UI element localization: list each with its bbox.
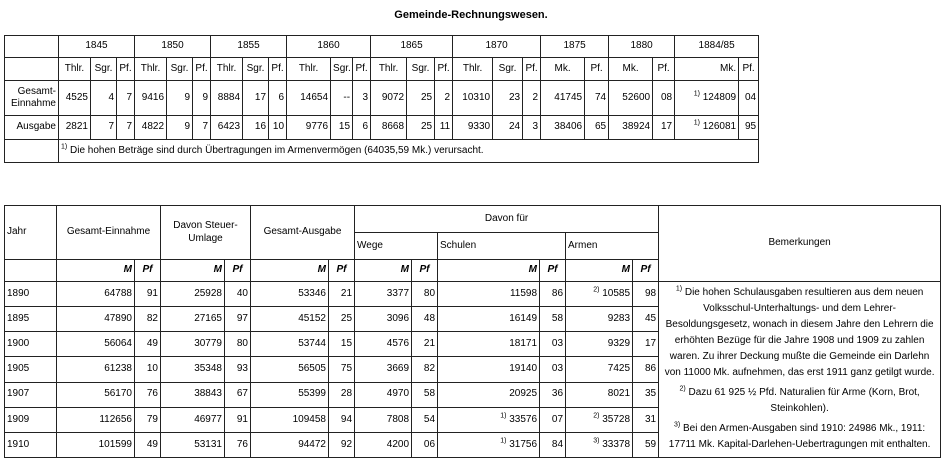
cell-value: 16149: [509, 312, 538, 324]
ausgabe-pf: 25: [329, 307, 355, 332]
cell-value: 11598: [509, 287, 538, 299]
cell: 65: [585, 116, 609, 140]
cell: 7: [117, 116, 135, 140]
unit-header: Thlr.: [371, 58, 407, 81]
einnahme-pf: 49: [135, 432, 161, 457]
cell: 3: [523, 116, 541, 140]
footnote-mark: 2): [593, 286, 600, 294]
footnote-mark: 3): [593, 437, 600, 445]
header-umlage: Davon Steuer-Umlage: [161, 206, 251, 260]
unit-header: Pf.: [435, 58, 453, 81]
cell: 23: [493, 81, 523, 116]
einnahme-m: 101599: [57, 432, 135, 457]
einnahme-m: 56170: [57, 382, 135, 407]
cell: 9072: [371, 81, 407, 116]
unit-header: Sgr.: [243, 58, 269, 81]
remarks-cell: [659, 282, 941, 458]
cell: 2: [523, 81, 541, 116]
table-row: [5, 81, 759, 116]
cell-value: 7425: [607, 363, 631, 375]
schulen-m: [438, 357, 540, 382]
unit-header: Pf.: [739, 58, 759, 81]
unit-header: Pf.: [269, 58, 287, 81]
wege-m: 4576: [355, 332, 412, 357]
cell: 6: [269, 81, 287, 116]
row-label: Gesamt-Einnahme: [5, 81, 59, 116]
revenue-table-1890-1910: [4, 205, 941, 458]
year-cell: 1907: [5, 382, 57, 407]
ausgabe-m: 94472: [251, 432, 329, 457]
footnote-mark: 1): [61, 143, 68, 151]
cell-value: 33576: [509, 413, 538, 425]
wege-m: 3377: [355, 282, 412, 307]
cell: 95: [739, 116, 759, 140]
umlage-m: 35348: [161, 357, 225, 382]
ausgabe-pf: 92: [329, 432, 355, 457]
umlage-pf: 97: [225, 307, 251, 332]
cell: 25: [407, 81, 435, 116]
cell: 52600: [609, 81, 653, 116]
umlage-m: 38843: [161, 382, 225, 407]
year-header: 1880: [609, 36, 675, 58]
cell: 2821: [59, 116, 91, 140]
year-cell: 1895: [5, 307, 57, 332]
wege-m: 4970: [355, 382, 412, 407]
umlage-m: 25928: [161, 282, 225, 307]
corner-cell: [5, 140, 59, 163]
armen-pf: 59: [633, 432, 659, 457]
footnote-mark: 1): [693, 90, 700, 98]
footnote-mark: 1): [500, 412, 507, 420]
cell: 8668: [371, 116, 407, 140]
einnahme-pf: 91: [135, 282, 161, 307]
year-header: 1860: [287, 36, 371, 58]
unit-header: Sgr.: [91, 58, 117, 81]
armen-pf: 17: [633, 332, 659, 357]
wege-pf: 82: [412, 357, 438, 382]
wege-pf: 48: [412, 307, 438, 332]
header-bemerkungen: Bemerkungen: [659, 206, 941, 282]
ausgabe-pf: 21: [329, 282, 355, 307]
unit-header: M: [57, 260, 135, 282]
unit-header-row: [5, 58, 759, 81]
wege-pf: 06: [412, 432, 438, 457]
schulen-pf: 07: [540, 407, 566, 432]
cell-value: 126081: [702, 121, 737, 133]
cell-value: 9283: [607, 312, 631, 324]
ausgabe-m: 109458: [251, 407, 329, 432]
wege-m: 4200: [355, 432, 412, 457]
schulen-pf: 03: [540, 332, 566, 357]
unit-header: M: [355, 260, 412, 282]
header-davon-fuer: Davon für: [355, 206, 659, 233]
cell: 9: [193, 81, 211, 116]
cell-value: 124809: [702, 91, 737, 103]
corner-cell: [5, 58, 59, 81]
page-title: Gemeinde-Rechnungswesen.: [394, 9, 548, 21]
cell: 8884: [211, 81, 243, 116]
cell: 9776: [287, 116, 331, 140]
year-header-row: [5, 36, 759, 58]
cell-value: 18171: [509, 338, 538, 350]
wege-m: 3669: [355, 357, 412, 382]
year-cell: 1905: [5, 357, 57, 382]
einnahme-m: 47890: [57, 307, 135, 332]
unit-header: M: [438, 260, 540, 282]
ausgabe-pf: 94: [329, 407, 355, 432]
unit-header: Pf.: [117, 58, 135, 81]
schulen-pf: 58: [540, 307, 566, 332]
unit-header: Pf: [633, 260, 659, 282]
cell-value: 8021: [607, 388, 631, 400]
cell: 41745: [541, 81, 585, 116]
einnahme-m: 64788: [57, 282, 135, 307]
wege-m: 7808: [355, 407, 412, 432]
einnahme-pf: 76: [135, 382, 161, 407]
header-armen: Armen: [566, 233, 659, 260]
year-header: 1845: [59, 36, 135, 58]
remark: [663, 421, 936, 453]
header-jahr: Jahr: [5, 206, 57, 260]
footnote-row: [5, 140, 759, 163]
cell: 7: [193, 116, 211, 140]
unit-header: Pf.: [353, 58, 371, 81]
cell: 11: [435, 116, 453, 140]
unit-header: Sgr.: [331, 58, 353, 81]
unit-header: Pf: [329, 260, 355, 282]
cell-value: 31756: [509, 438, 538, 450]
cell: 17: [243, 81, 269, 116]
cell: 14654: [287, 81, 331, 116]
umlage-m: 53131: [161, 432, 225, 457]
row-label: Ausgabe: [5, 116, 59, 140]
unit-header: Thlr.: [211, 58, 243, 81]
footnote-mark: 1): [500, 437, 507, 445]
armen-pf: 45: [633, 307, 659, 332]
year-cell: 1909: [5, 407, 57, 432]
wege-pf: 21: [412, 332, 438, 357]
unit-header: Pf: [412, 260, 438, 282]
umlage-pf: 93: [225, 357, 251, 382]
schulen-m: [438, 332, 540, 357]
cell: 25: [407, 116, 435, 140]
cell-value: 19140: [509, 363, 538, 375]
umlage-pf: 67: [225, 382, 251, 407]
cell: 4: [91, 81, 117, 116]
unit-header: Sgr.: [167, 58, 193, 81]
schulen-pf: 03: [540, 357, 566, 382]
einnahme-m: 112656: [57, 407, 135, 432]
umlage-m: 46977: [161, 407, 225, 432]
cell: 74: [585, 81, 609, 116]
remark: [663, 385, 936, 417]
cell-value: 33378: [602, 438, 631, 450]
footnote: [59, 140, 759, 163]
schulen-m: [438, 307, 540, 332]
unit-header: Pf: [135, 260, 161, 282]
ausgabe-m: 53744: [251, 332, 329, 357]
corner-cell: [5, 260, 57, 282]
wege-m: 3096: [355, 307, 412, 332]
cell: 16: [243, 116, 269, 140]
footnote-mark: 1): [675, 285, 683, 293]
wege-pf: 80: [412, 282, 438, 307]
armen-m: [566, 407, 633, 432]
header-schulen: Schulen: [438, 233, 566, 260]
year-header: 1870: [453, 36, 541, 58]
umlage-pf: 91: [225, 407, 251, 432]
cell: 38924: [609, 116, 653, 140]
ausgabe-pf: 28: [329, 382, 355, 407]
schulen-pf: 84: [540, 432, 566, 457]
cell: 38406: [541, 116, 585, 140]
umlage-m: 30779: [161, 332, 225, 357]
cell: [675, 81, 739, 116]
cell: 24: [493, 116, 523, 140]
footnote-mark: 1): [693, 119, 700, 127]
unit-header: Pf.: [653, 58, 675, 81]
cell: 9: [167, 81, 193, 116]
ausgabe-pf: 75: [329, 357, 355, 382]
remark-text: Dazu 61 925 ½ Pfd. Naturalien für Arme (Korn, Brot, Steinkohlen).: [688, 387, 920, 414]
ausgabe-m: 53346: [251, 282, 329, 307]
remark-text: Die hohen Schulausgaben resultieren aus dem neuen Volksschul-Unterhaltungs- und dem Lehrer-Besoldungsgesetz, wonach in diesem Jahre den Lehrern die erhöhten Bezüge für die Jahre 1908 und 1909 zu zahlen waren. Zu ihrer Deckung mußte die Gemeinde ein Darlehn von 11000 Mk. aufnehmen, das erst 1911 ganz getilgt wurde.: [664, 287, 935, 378]
cell: 4525: [59, 81, 91, 116]
unit-header: Pf.: [193, 58, 211, 81]
umlage-pf: 40: [225, 282, 251, 307]
unit-header: M: [161, 260, 225, 282]
einnahme-pf: 82: [135, 307, 161, 332]
armen-pf: 98: [633, 282, 659, 307]
schulen-m: [438, 282, 540, 307]
cell: 4822: [135, 116, 167, 140]
unit-header: M: [251, 260, 329, 282]
year-cell: 1900: [5, 332, 57, 357]
cell: [675, 116, 739, 140]
cell: 7: [91, 116, 117, 140]
corner-cell: [5, 36, 59, 58]
cell: 7: [117, 81, 135, 116]
ausgabe-m: 56505: [251, 357, 329, 382]
cell: 04: [739, 81, 759, 116]
umlage-pf: 80: [225, 332, 251, 357]
footnote-text: Die hohen Beträge sind durch Übertragungen im Armenvermögen (64035,59 Mk.) verursacht.: [70, 144, 484, 156]
unit-header: Thlr.: [453, 58, 493, 81]
year-cell: 1890: [5, 282, 57, 307]
armen-m: [566, 382, 633, 407]
einnahme-pf: 79: [135, 407, 161, 432]
cell: 10: [269, 116, 287, 140]
einnahme-m: 61238: [57, 357, 135, 382]
cell-value: 20925: [509, 388, 538, 400]
armen-m: [566, 307, 633, 332]
cell: 15: [331, 116, 353, 140]
footnote-mark: 3): [673, 421, 681, 429]
cell: 6423: [211, 116, 243, 140]
armen-pf: 86: [633, 357, 659, 382]
ausgabe-m: 45152: [251, 307, 329, 332]
cell: 17: [653, 116, 675, 140]
ausgabe-pf: 15: [329, 332, 355, 357]
cell: 08: [653, 81, 675, 116]
schulen-pf: 36: [540, 382, 566, 407]
schulen-m: [438, 432, 540, 457]
cell: 9330: [453, 116, 493, 140]
armen-m: [566, 332, 633, 357]
cell: 9416: [135, 81, 167, 116]
armen-pf: 35: [633, 382, 659, 407]
unit-header: Mk.: [675, 58, 739, 81]
remark-text: Bei den Armen-Ausgaben sind 1910: 24986 Mk., 1911: 17711 Mk. Kapital-Darlehen-Uebertragungen mit enthalten.: [668, 423, 931, 450]
wege-pf: 58: [412, 382, 438, 407]
footnote-mark: 2): [593, 412, 600, 420]
year-cell: 1910: [5, 432, 57, 457]
unit-header: Sgr.: [407, 58, 435, 81]
cell: 2: [435, 81, 453, 116]
year-header: 1865: [371, 36, 453, 58]
armen-m: [566, 357, 633, 382]
armen-m: [566, 432, 633, 457]
header-wege: Wege: [355, 233, 438, 260]
cell-value: 9329: [607, 338, 631, 350]
schulen-m: [438, 382, 540, 407]
cell: 3: [353, 81, 371, 116]
schulen-m: [438, 407, 540, 432]
unit-header: Pf: [225, 260, 251, 282]
unit-header: Sgr.: [493, 58, 523, 81]
unit-header: Pf.: [523, 58, 541, 81]
unit-header: Thlr.: [287, 58, 331, 81]
ausgabe-m: 55399: [251, 382, 329, 407]
cell: --: [331, 81, 353, 116]
year-header: 1875: [541, 36, 609, 58]
unit-header: Pf.: [585, 58, 609, 81]
remark: [663, 285, 936, 381]
umlage-pf: 76: [225, 432, 251, 457]
unit-header: Mk.: [541, 58, 585, 81]
year-header: 1850: [135, 36, 211, 58]
armen-pf: 31: [633, 407, 659, 432]
einnahme-m: 56064: [57, 332, 135, 357]
unit-header: Mk.: [609, 58, 653, 81]
einnahme-pf: 49: [135, 332, 161, 357]
unit-header: Pf: [540, 260, 566, 282]
armen-m: [566, 282, 633, 307]
table-row: [5, 116, 759, 140]
cell: 6: [353, 116, 371, 140]
header-ausgabe: Gesamt-Ausgabe: [251, 206, 355, 260]
header-einnahme: Gesamt-Einnahme: [57, 206, 161, 260]
unit-header: Thlr.: [135, 58, 167, 81]
footnote-mark: 2): [679, 385, 686, 393]
cell-value: 10585: [602, 287, 631, 299]
wege-pf: 54: [412, 407, 438, 432]
revenue-table-1845-1885: [4, 35, 759, 163]
header-row: [5, 206, 941, 233]
year-header: 1884/85: [675, 36, 759, 58]
schulen-pf: 86: [540, 282, 566, 307]
unit-header: Thlr.: [59, 58, 91, 81]
year-header: 1855: [211, 36, 287, 58]
cell-value: 35728: [602, 413, 631, 425]
cell: 9: [167, 116, 193, 140]
unit-header: M: [566, 260, 633, 282]
cell: 10310: [453, 81, 493, 116]
einnahme-pf: 10: [135, 357, 161, 382]
table-row: [5, 282, 941, 307]
umlage-m: 27165: [161, 307, 225, 332]
